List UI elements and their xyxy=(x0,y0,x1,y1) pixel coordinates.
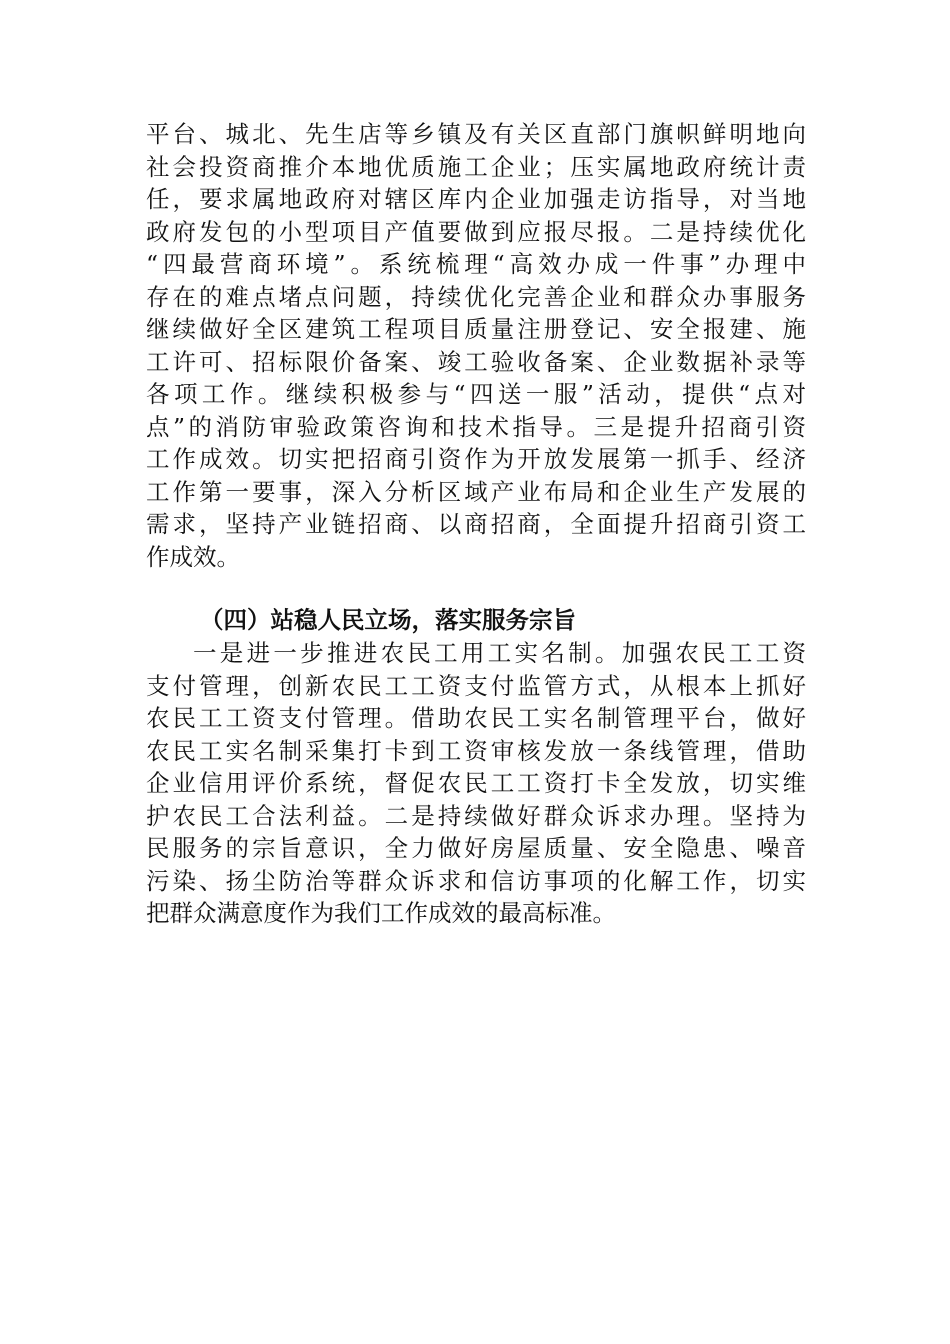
paragraph-line: 工作第一要事，深入分析区域产业布局和企业生产发展的 xyxy=(146,477,806,506)
paragraph-line: 政府发包的小型项目产值要做到应报尽报。二是持续优化 xyxy=(146,217,806,246)
paragraph-line: 工许可、招标限价备案、竣工验收备案、企业数据补录等 xyxy=(146,347,806,376)
paragraph-line: 农民工工资支付管理。借助农民工实名制管理平台，做好 xyxy=(146,704,806,732)
paragraph-line: 农民工实名制采集打卡到工资审核发放一条线管理，借助 xyxy=(146,736,806,765)
paragraph-line: “四最营商环境”。系统梳理“高效办成一件事”办理中 xyxy=(146,250,806,278)
paragraph-line: 需求，坚持产业链招商、以商招商，全面提升招商引资工 xyxy=(146,510,806,538)
body-paragraph-2 xyxy=(146,637,806,930)
paragraph-line: 点”的消防审验政策咨询和技术指导。三是提升招商引资 xyxy=(146,412,806,441)
paragraph-line: 护农民工合法利益。二是持续做好群众诉求办理。坚持为 xyxy=(146,801,806,830)
paragraph-line: 工作成效。切实把招商引资作为开放发展第一抓手、经济 xyxy=(146,445,806,473)
paragraph-line: 民服务的宗旨意识，全力做好房屋质量、安全隐患、噪音 xyxy=(146,834,806,862)
paragraph-line: 作成效。 xyxy=(146,542,240,571)
paragraph-line: 各项工作。继续积极参与“四送一服”活动，提供“点对 xyxy=(146,380,806,408)
paragraph-line: 一是进一步推进农民工用工实名制。加强农民工工资 xyxy=(193,639,806,667)
paragraph-line: 存在的难点堵点问题，持续优化完善企业和群众办事服务 xyxy=(146,282,806,311)
paragraph-line: 任，要求属地政府对辖区库内企业加强走访指导，对当地 xyxy=(146,185,806,213)
paragraph-line: 把群众满意度作为我们工作成效的最高标准。 xyxy=(146,899,616,927)
paragraph-line: 社会投资商推介本地优质施工企业；压实属地政府统计责 xyxy=(146,152,806,181)
paragraph-line: 继续做好全区建筑工程项目质量注册登记、安全报建、施 xyxy=(146,315,806,343)
paragraph-line: 支付管理，创新农民工工资支付监管方式，从根本上抓好 xyxy=(146,671,806,700)
section-heading: （四）站稳人民立场，落实服务宗旨 xyxy=(200,606,576,634)
paragraph-line: 污染、扬尘防治等群众诉求和信访事项的化解工作，切实 xyxy=(146,866,806,895)
body-paragraph-1 xyxy=(146,118,806,573)
paragraph-line: 企业信用评价系统，督促农民工工资打卡全发放，切实维 xyxy=(146,769,806,797)
paragraph-line: 平台、城北、先生店等乡镇及有关区直部门旗帜鲜明地向 xyxy=(146,120,806,148)
